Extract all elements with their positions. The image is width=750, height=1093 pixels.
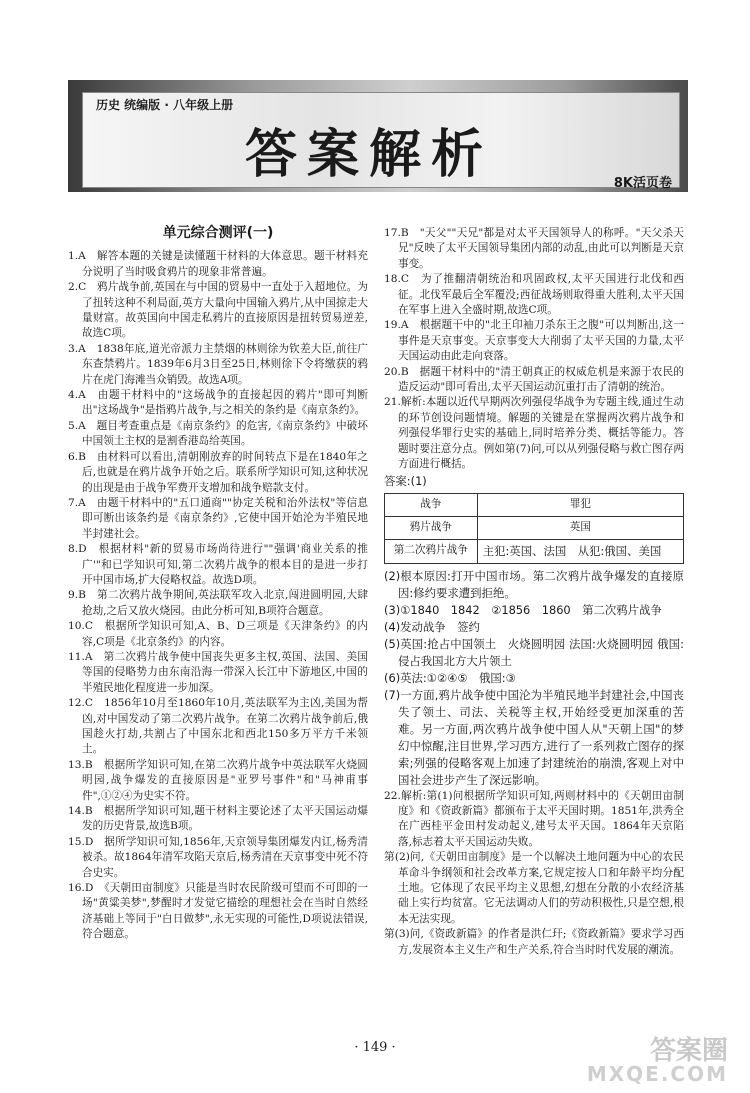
answer-item: (7)一方面,鸦片战争使中国沦为半殖民地半封建社会,中国丧失了领土、司法、关税等主权,开始经受更加深重的苦难。另一方面,两次鸦片战争使中国人从"天朝上国"的梦幻中惊醒,注目世界,学习西方,进行了一系列救亡图存的探索;列强的侵略客观上加速了封建统治的崩溃,客观上对中国社会进步产生了深远影响。 [384,687,684,787]
answer-lines [384,568,684,789]
answer-label: 答案:(1) [384,473,427,488]
answer-item: (4)发动战争 签约 [384,619,480,634]
answer-item: 6.B 由材料可以看出,清朝刚放弃的时间转点下是在1840年之后,也就是在鸦片战争开始之后。联系所学知识可知,这种状况的出现是由于战争军费开支增加和战争赔款支付。 [68,450,368,494]
watermark-url: MXQE.COM [586,1062,728,1086]
page-title: 答案解析 [245,125,494,185]
answer-item: 3.A 1838年底,道光帝派力主禁烟的林则徐为钦差大臣,前往广东查禁鸦片。1839年6月3日至25日,林则徐下令将缴获的鸦片在虎门海滩当众销毁。故选A项。 [68,342,368,386]
crime-table [384,493,684,564]
right-column [384,226,684,958]
answer-item: (2)根本原因:打开中国市场。第二次鸦片战争爆发的直接原因:修约要求遭到拒绝。 [384,568,684,600]
table-header-row [385,493,684,516]
edition-badge: 8K活页卷 [613,176,672,191]
watermark-logo: 答案圈 [649,1036,728,1066]
answer-item: 17.B "天父""天兄"都是对太平天国领导人的称呼。"天父杀天兄"反映了太平天国领导集团内部的动乱,由此可以判断是天京事变。 [384,227,684,270]
answer-item: 12.C 1856年10月至1860年10月,英法联军为主凶,美国为帮凶,对中国发动了第二次鸦片战争。在第二次鸦片战争前后,俄国趁火打劫,共割占了中国东北和西北150多万平方千米领土。 [68,697,368,756]
left-column [68,226,368,943]
right-answer-list-2 [384,789,684,958]
answer-item: 19.A 根据题干中的"北王印袖刀杀东王之腹"可以判断出,这一事件是天京事变。天京事变大大削弱了太平天国的力量,太平天国运动由此走向衰落。 [384,319,684,363]
answer-item: (6)英法:①②④⑤ 俄国:③ [384,670,516,685]
section-title: 单元综合测评(一) [162,225,274,241]
answer-item: 第(3)问,《资政新篇》的作者是洪仁玕;《资政新篇》要求学习西方,发展资本主义生产和生产关系,符合当时时代发展的潮流。 [384,928,684,956]
answer-item: 8.D 根据材料"新的贸易市场尚待进行""强调'商业关系的推广'"和已学知识可知,第二次鸦片战争的根本目的是进一步打开中国市场,扩大侵略权益。故选D项。 [68,543,368,586]
answer-item: 15.D 据所学知识可知,1856年,天京领导集团爆发内讧,杨秀清被杀。故1864年清军攻陷天京后,杨秀清在天京事变中死不符合史实。 [68,835,368,879]
left-answer-list [68,249,368,942]
answer-item: 16.D 《天朝田亩制度》只能是当时农民阶级可望而不可即的一场"黄粱美梦",梦醒时才发觉它描绘的理想社会在当时自然经济基础上等同于"白日做梦",永无实现的可能性,D项说法错误,符合题意。 [68,882,368,941]
answer-item: (5)英国:抢占中国领土 火烧圆明园 法国:火烧圆明园 俄国:侵占我国北方大片领土 [384,636,684,668]
answer-item: 18.C 为了推翻清朝统治和巩固政权,太平天国进行北伐和西征。北伐军最后全军覆没;西征战场则取得重大胜利,太平天国在军事上进入全盛时期,故选C项。 [384,273,684,317]
answer-item: 22.解析:第(1)问根据所学知识可知,两则材料中的《天朝田亩制度》和《资政新篇》都颁布于太平天国时期。1851年,洪秀全在广西桂平金田村发动起义,建号太平天国。1864年天京陷落,标志着太平天国运动失败。 [384,789,684,848]
table-cell: 第二次鸦片战争 [385,539,478,563]
answer-item: 2.C 鸦片战争前,英国在与中国的贸易中一直处于入超地位。为了扭转这种不利局面,英方大量向中国输入鸦片,从中国掠走大量财富。故英国向中国走私鸦片的直接原因是扭转贸易逆差,故选C项。 [68,281,368,340]
table-cell: 鸦片战争 [385,516,478,539]
answer-item: 14.B 根据所学知识可知,题干材料主要论述了太平天国运动爆发的历史背景,故选B项。 [68,805,368,833]
page-number: · 149 · [354,1040,396,1055]
table-header-cell: 战争 [385,493,478,516]
table-cell: 英国 [477,516,683,539]
table-header-cell: 罪犯 [477,493,683,516]
table-row [385,539,684,563]
answer-item: 1.A 解答本题的关键是读懂题干材料的大体意思。题干材料充分说明了当时吸食鸦片的现象非常普遍。 [68,250,368,278]
right-answer-list [384,226,684,473]
table-row [385,516,684,539]
answer-item: 10.C 根据所学知识可知,A、B、D三项是《天津条约》的内容,C项是《北京条约》的内容。 [68,620,368,648]
answer-21 [384,473,684,789]
answer-item: 11.A 第二次鸦片战争使中国丧失更多主权,英国、法国、美国等国的侵略势力由东南沿海一带深入长江中下游地区,中国的半殖民地化程度进一步加深。 [68,650,368,694]
answer-item: 第(2)问,《天朝田亩制度》是一个以解决土地问题为中心的农民革命斗争纲领和社会改革方案,它规定按人口和年龄平均分配土地。它体现了农民平均主义思想,幻想在分散的小农经济基础上实行均贫富。它无法调动人们的劳动积极性,只是空想,根本无法实现。 [384,851,684,925]
table-cell: 主犯:英国、法国 从犯:俄国、美国 [477,539,683,563]
answer-item: 13.B 根据所学知识可知,在第二次鸦片战争中英法联军火烧圆明园,战争爆发的直接原因是"亚罗号事件"和"马神甫事件",①②④为史实不符。 [68,758,368,802]
answer-item: 21.解析:本题以近代早期两次列强侵华战争为专题主线,通过生动的环节创设问题情境。解题的关键是在掌握两次鸦片战争和列强侵华罪行史实的基础上,同时培养分类、概括等能力。答题时要注意分点。例如第(7)问,可以从列强侵略与救亡图存两方面进行概括。 [384,396,684,471]
answer-item: 7.A 由题干材料中的"五口通商""协定关税和治外法权"等信息即可断出该条约是《南京条约》,它使中国开始沦为半殖民地半封建社会。 [68,496,368,540]
answer-item: 5.A 题目考查重点是《南京条约》的危害,《南京条约》中破坏中国领土主权的是割香港岛给英国。 [68,419,368,448]
book-subject: 历史 统编版 · 八年级上册 [96,98,234,112]
answer-item: (3)①1840 1842 ②1856 1860 第二次鸦片战争 [384,602,662,617]
answer-item: 20.B 据题干材料中的"清王朝真正的权威危机是来源于农民的造反运动"即可看出,太平天国运动沉重打击了清朝的统治。 [384,365,684,394]
answer-item: 4.A 由题干材料中的"这场战争的直接起因的鸦片"即可判断出"这场战争"是指鸦片战争,与之相关的条约是《南京条约》。 [68,389,368,417]
answer-item: 9.B 第二次鸦片战争期间,英法联军攻入北京,闯进圆明园,大肆抢劫,之后又放火烧园。由此分析可知,B项符合题意。 [68,589,368,617]
